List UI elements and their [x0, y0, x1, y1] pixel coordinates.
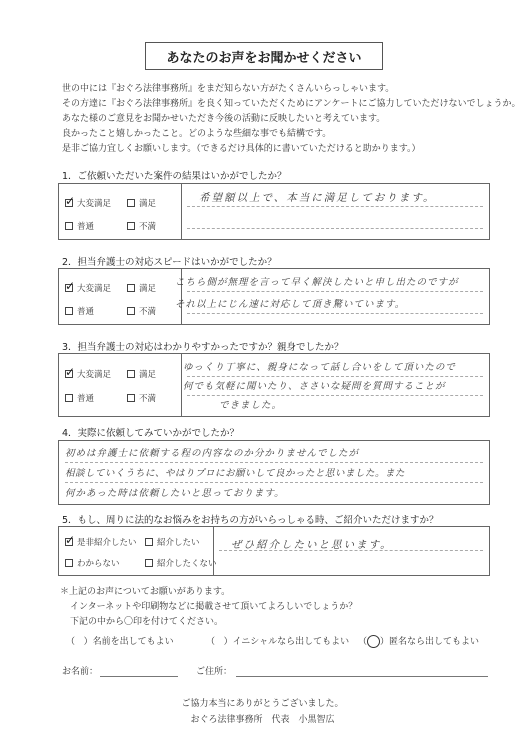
answer-line [187, 395, 483, 396]
q1-option-very-satisfied[interactable]: ✓ 大変満足 [65, 197, 111, 209]
q1-option-unsatisfied[interactable]: 不満 [127, 220, 156, 232]
q1-option-normal[interactable]: 普通 [65, 220, 94, 232]
address-field[interactable] [236, 676, 488, 677]
divider [181, 184, 182, 239]
q1-panel [58, 183, 490, 240]
q5-question: 5．もし、周りに法的なお悩みをお持ちの方がいらっしゃる時、ご紹介いただけますか？ [62, 515, 439, 526]
q2-option-unsatisfied[interactable]: 不満 [127, 305, 156, 317]
answer-line [187, 206, 483, 207]
q1-option-satisfied[interactable]: 満足 [127, 197, 156, 209]
answer-line [187, 228, 483, 229]
q5-option-would-not[interactable]: 紹介したくない [145, 557, 217, 569]
q3-option-very-satisfied[interactable]: ✓ 大変満足 [65, 368, 111, 380]
answer-line [187, 291, 483, 292]
intro-line: 良かったこと嬉しかったこと。どのような些細な事でも結構です。 [62, 129, 332, 139]
q2-option-normal[interactable]: 普通 [65, 305, 94, 317]
q4-answer-line-2: 相談していくうちに、やはりプロにお願いして良かったと思いました。また [65, 468, 406, 479]
q3-option-unsatisfied[interactable]: 不満 [127, 392, 156, 404]
checkbox[interactable] [127, 394, 135, 402]
q1-question: 1．ご依頼いただいた案件の結果はいかがでしたか？ [62, 171, 287, 182]
address-label: ご住所： [196, 667, 233, 677]
checkbox[interactable] [145, 559, 153, 567]
checkbox[interactable] [65, 199, 73, 207]
intro-line: その方達に『おぐろ法律事務所』を良く知っていただくためにアンケートにご協力していただけないでしょうか。 [62, 99, 521, 109]
q3-question: 3．担当弁護士の対応はわかりやすかったですか？親身でしたか？ [62, 342, 344, 353]
q3-answer-line-2: 何でも気軽に聞いたり、ささいな疑問を質問することが [183, 381, 446, 392]
q3-answer-line-3: できました。 [219, 400, 283, 411]
checkbox[interactable] [65, 538, 73, 546]
q5-panel [58, 526, 490, 576]
checkbox[interactable] [127, 199, 135, 207]
q2-panel [58, 268, 490, 325]
q5-option-definitely[interactable]: ✓ 是非紹介したい [65, 536, 137, 548]
checkbox[interactable] [127, 222, 135, 230]
q5-answer: ぜひ紹介したいと思います。 [231, 539, 393, 551]
checkbox[interactable] [127, 307, 135, 315]
checkbox[interactable] [65, 222, 73, 230]
q2-answer-line-1: こちら側が無理を言って早く解決したいと申し出たのですが [175, 277, 459, 288]
selected-circle-icon [367, 635, 380, 648]
checkbox[interactable] [65, 307, 73, 315]
q3-panel [58, 353, 490, 417]
permission-option-initials[interactable]: （ ）イニシャルなら出してもよい [206, 637, 350, 647]
permission-line: 下記の中から〇印を付けてください。 [70, 617, 224, 627]
q3-option-satisfied[interactable]: 満足 [127, 368, 156, 380]
q2-question: 2．担当弁護士の対応スピードはいかがでしたか？ [62, 257, 277, 268]
footer-signature: おぐろ法律事務所 代表 小黒智広 [190, 715, 335, 725]
q3-answer-line-1: ゆっくり丁寧に、親身になって話し合いをして頂いたので [183, 362, 456, 373]
checkbox[interactable] [127, 370, 135, 378]
checkbox[interactable] [65, 284, 73, 292]
q4-panel [58, 440, 490, 505]
intro-text [62, 82, 520, 157]
checkbox[interactable] [127, 284, 135, 292]
q4-answer-line-1: 初めは弁護士に依頼する程の内容なのか分かりませんでしたが [65, 448, 360, 459]
checkbox[interactable] [145, 538, 153, 546]
checkbox[interactable] [65, 559, 73, 567]
answer-line [65, 462, 483, 463]
q4-question: 4．実際に依頼してみていかがでしたか？ [62, 428, 240, 439]
q2-answer-line-2: それ以上にじん速に対応して頂き驚いています。 [175, 299, 406, 310]
q3-option-normal[interactable]: 普通 [65, 392, 94, 404]
answer-line [187, 376, 483, 377]
intro-line: 世の中には『おぐろ法律事務所』をまだ知らない方がたくさんいらっしゃいます。 [62, 84, 395, 94]
q4-answer-line-3: 何かあった時は依頼したいと思っております。 [65, 488, 285, 499]
page-title: あなたのお声をお聞かせください [145, 42, 383, 70]
q5-option-would-introduce[interactable]: 紹介したい [145, 536, 200, 548]
checkbox[interactable] [65, 370, 73, 378]
permission-line: ＊上記のお声についてお願いがあります。 [60, 587, 231, 597]
name-field[interactable] [100, 676, 178, 677]
answer-line [187, 313, 483, 314]
answer-line [65, 482, 483, 483]
name-label: お名前： [62, 667, 99, 677]
permission-option-anonymous[interactable]: （ ）匿名なら出してもよい [358, 637, 480, 647]
q2-option-very-satisfied[interactable]: ✓ 大変満足 [65, 282, 111, 294]
permission-note [60, 585, 357, 630]
checkbox[interactable] [65, 394, 73, 402]
q1-answer: 希望額以上で、本当に満足しております。 [199, 192, 436, 204]
divider [181, 354, 182, 416]
intro-line: あなた様のご意見をお聞かせいただき今後の活動に反映したいと考えています。 [62, 114, 386, 124]
intro-line: 是非ご協力宜しくお願いします。（できるだけ具体的に書いていただけると助かります。） [62, 144, 421, 154]
permission-option-name[interactable]: （ ）名前を出してもよい [66, 637, 174, 647]
q2-option-satisfied[interactable]: 満足 [127, 282, 156, 294]
footer-thanks: ご協力本当にありがとうございました。 [181, 699, 344, 709]
permission-line: インターネットや印刷物などに掲載させて頂いてよろしいでしょうか？ [70, 602, 358, 612]
q5-option-unsure[interactable]: わからない [65, 557, 120, 569]
